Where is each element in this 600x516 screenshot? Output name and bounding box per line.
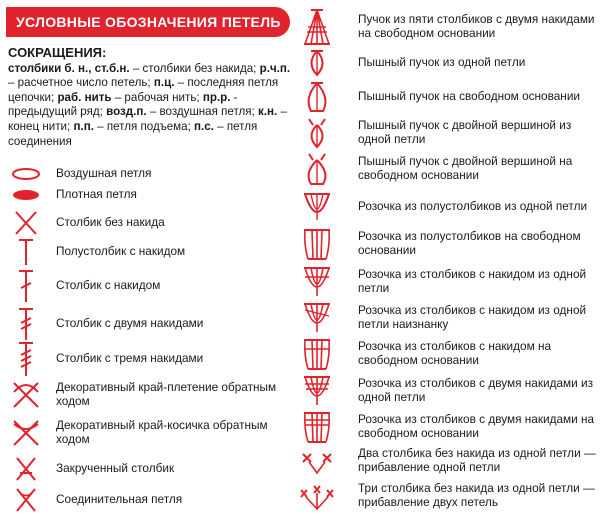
abbr-term: пр.р.: [202, 90, 231, 104]
tr-rosette-base-icon: [300, 409, 334, 445]
hdc-rosette-loop-icon: [300, 190, 334, 224]
reverse-braid-edge-icon: [6, 380, 46, 410]
abbr-def: – конец нити;: [8, 105, 287, 133]
half-double-crochet-icon: [6, 237, 46, 267]
abbr-term: раб. нить: [57, 90, 112, 104]
puff-double-top-base-icon: [300, 151, 334, 187]
legend-row: [300, 409, 598, 445]
tr-rosette-loop-icon: [300, 373, 334, 409]
abbr-term: к.н.: [258, 105, 278, 119]
legend-label: Столбик без накида: [56, 215, 165, 230]
five-stitch-cluster-icon: [300, 7, 334, 47]
legend-label: Пышный пучок с двойной вершиной на свободном основании: [358, 154, 573, 182]
legend-row: [6, 209, 296, 237]
legend-row: [300, 151, 598, 187]
three-sc-increase-icon: [300, 480, 334, 512]
legend-label: Розочка из полустолбиков на свободном основании: [358, 229, 581, 257]
chain-stitch-icon: [6, 167, 46, 181]
legend-label: Пышный пучок на свободном основании: [358, 89, 580, 104]
legend-label: Два столбика без накида из одной петли — прибавление одной петли: [358, 446, 596, 474]
legend-row: [6, 418, 296, 448]
abbreviations-text: [8, 62, 290, 148]
title-banner: [6, 7, 290, 37]
legend-label: Воздушная петля: [56, 166, 152, 181]
legend-label: Розочка из полустолбиков из одной петли: [358, 199, 588, 214]
dc-rosette-base-icon: [300, 336, 334, 372]
abbr-def: – последняя петля цепочки;: [8, 76, 279, 104]
legend-label: Пышный пучок из одной петли: [358, 55, 526, 70]
legend-label: Розочка из столбиков с двумя накидами из одной петли: [358, 376, 593, 404]
abbr-def: – столбики без накида;: [129, 61, 260, 75]
hdc-rosette-base-icon: [300, 226, 334, 262]
legend-label: Декоративный край-косичка обратным ходом: [56, 418, 268, 446]
legend-row: [300, 300, 598, 336]
double-treble-crochet-icon: [6, 340, 46, 378]
legend-row: [300, 7, 598, 47]
legend-row: [300, 446, 598, 476]
dc-rosette-reverse-icon: [300, 300, 334, 336]
legend-row: [6, 455, 296, 483]
legend-row: [300, 264, 598, 300]
legend-label: Розочка из столбиков с двумя накидами на свободном основании: [358, 412, 595, 440]
puff-double-top-loop-icon: [300, 116, 334, 150]
legend-row: [6, 380, 296, 410]
legend-label: Декоративный край-плетение обратным ходом: [56, 380, 277, 408]
slip-loop-icon: [6, 188, 46, 202]
abbreviations-block: [8, 46, 294, 149]
legend-row: [300, 373, 598, 409]
legend-label: Полустолбик с накидом: [56, 244, 186, 259]
abbr-term: возд.п.: [106, 105, 147, 119]
double-crochet-icon: [6, 268, 46, 304]
legend-label: Столбик с тремя накидами: [56, 351, 204, 366]
abbr-def: – рабочая нить;: [111, 90, 203, 104]
abbr-def: – расчетное число петель;: [8, 76, 154, 90]
legend-label: Пышный пучок с двойной вершиной из одной петли: [358, 118, 572, 146]
abbr-def: – воздушная петля;: [146, 105, 258, 119]
slip-stitch-icon: [6, 486, 46, 514]
dc-rosette-loop-icon: [300, 264, 334, 300]
legend-row: [300, 226, 598, 262]
page-title: УСЛОВНЫЕ ОБОЗНАЧЕНИЯ ПЕТЕЛЬ: [16, 14, 281, 30]
legend-label: Столбик с накидом: [56, 278, 161, 293]
abbr-term: п.п.: [73, 119, 94, 133]
treble-crochet-icon: [6, 306, 46, 342]
abbr-term: п.с.: [194, 119, 214, 133]
legend-row: [6, 486, 296, 514]
legend-row: [6, 187, 296, 203]
abbr-term: р.ч.п.: [259, 61, 291, 75]
abbr-term: столбики б. н., ст.б.н.: [8, 61, 130, 75]
abbr-def: – петля соединения: [8, 119, 258, 148]
abbr-term: п.ц.: [153, 76, 175, 90]
puff-free-base-icon: [300, 80, 334, 114]
legend-label: Пучок из пяти столбиков с двумя накидами на свободном основании: [358, 12, 595, 40]
legend-label: Соединительная петля: [56, 492, 183, 507]
legend-label: Розочка из столбиков с накидом из одной петли: [358, 267, 587, 295]
legend-row: [300, 48, 598, 78]
legend-label: Три столбика без накида из одной петли — прибавление двух петель: [358, 481, 595, 509]
legend-row: [6, 166, 296, 182]
twisted-stitch-icon: [6, 455, 46, 483]
abbr-def: - предыдущий ряд;: [8, 90, 238, 119]
legend-row: [300, 116, 598, 150]
single-crochet-icon: [6, 209, 46, 237]
legend-label: Розочка из столбиков с накидом на свободном основании: [358, 339, 552, 367]
legend-label: Закрученный столбик: [56, 461, 175, 476]
legend-row: [6, 306, 296, 342]
legend-label: Розочка из столбиков с накидом из одной петли наизнанку: [358, 303, 587, 331]
puff-single-loop-icon: [300, 48, 334, 78]
legend-row: [300, 480, 598, 512]
two-sc-increase-icon: [300, 446, 334, 476]
legend-row: [300, 336, 598, 372]
legend-label: Плотная петля: [56, 187, 137, 202]
abbr-def: – петля подъема;: [93, 119, 195, 133]
legend-row: [300, 190, 598, 224]
legend-label: Столбик с двумя накидами: [56, 316, 204, 331]
legend-row: [6, 268, 296, 304]
legend-row: [6, 340, 296, 378]
reverse-plait-edge-icon: [6, 418, 46, 448]
abbreviations-heading: СОКРАЩЕНИЯ:: [8, 45, 107, 60]
legend-row: [300, 80, 598, 114]
legend-row: [6, 237, 296, 267]
